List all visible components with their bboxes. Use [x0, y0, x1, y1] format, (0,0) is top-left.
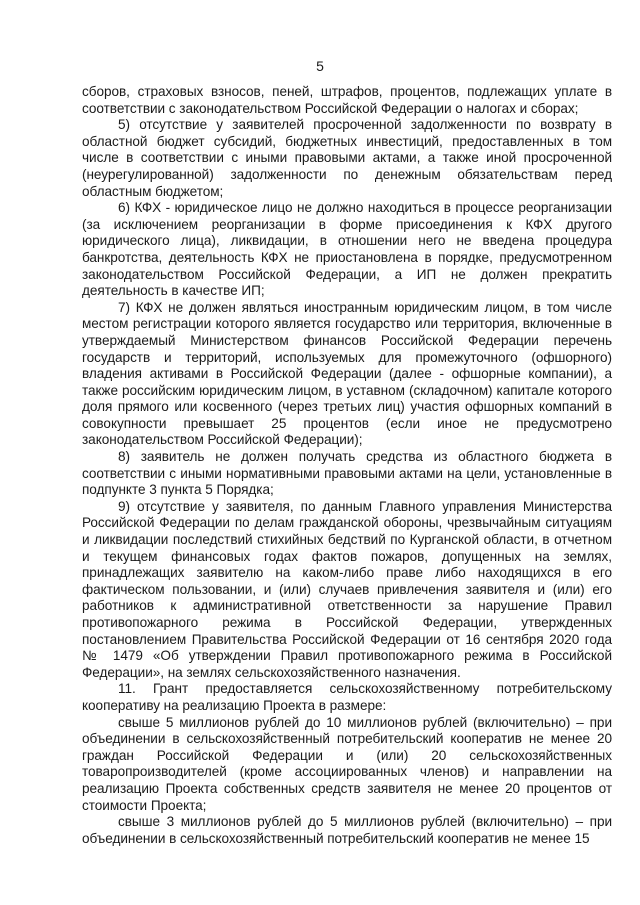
- paragraph-section-11: 11. Грант предоставляется сельскохозяйственному потребительскому кооперативу на реализацию Проекта в размере:: [82, 681, 612, 713]
- paragraph-continuation: сборов, страховых взносов, пеней, штрафов, процентов, подлежащих уплате в соответствии с законодательством Российской Федерации о налогах и сборах;: [82, 84, 612, 116]
- body-text: [82, 84, 612, 847]
- paragraph-item-7: 7) КФХ не должен являться иностранным юридическим лицом, в том числе местом регистрации которого является государство или территория, включенные в утверждаемый Министерством финансов Российской Федерации перечень государств и территорий, используемых для промежуточного (офшорного) владения активами в Российской Федерации (далее - офшорные компании), а также российским юридическим лицом, в уставном (складочном) капитале которого доля прямого или косвенного (через третьих лиц) участия офшорных компаний в совокупности превышает 25 процентов (если иное не предусмотрено законодательством Российской Федерации);: [82, 299, 612, 448]
- page-number: 5: [316, 58, 324, 74]
- paragraph-grant-tier-1: свыше 5 миллионов рублей до 10 миллионов рублей (включительно) – при объединении в сельскохозяйственный потребительский кооператив не менее 20 граждан Российской Федерации и (или) 20 сельскохозяйственных товаропроизводителей (кроме ассоциированных членов) и направлении на реализацию Проекта собственных средств заявителя не менее 20 процентов от стоимости Проекта;: [82, 714, 612, 813]
- paragraph-item-9: 9) отсутствие у заявителя, по данным Главного управления Министерства Российской Федерации по делам гражданской обороны, чрезвычайным ситуациям и ликвидации последствий стихийных бедствий по Курганской области, в отчетном и текущем финансовых годах фактов пожаров, допущенных на землях, принадлежащих заявителю на каком-либо праве либо находящихся в его фактическом пользовании, и (или) случаев привлечения заявителя и (или) его работников к административной ответственности за нарушение Правил противопожарного режима в Российской Федерации, утвержденных постановлением Правительства Российской Федерации от 16 сентября 2020 года № 1479 «Об утверждении Правил противопожарного режима в Российской Федерации», на землях сельскохозяйственного назначения.: [82, 498, 612, 680]
- paragraph-grant-tier-2: свыше 3 миллионов рублей до 5 миллионов рублей (включительно) – при объединении в сельскохозяйственный потребительский кооператив не менее 15: [82, 814, 612, 846]
- paragraph-item-6: 6) КФХ - юридическое лицо не должно находиться в процессе реорганизации (за исключением реорганизации в форме присоединения к КФХ другого юридического лица), ликвидации, в отношении него не введена процедура банкротства, деятельность КФХ не приостановлена в порядке, предусмотренном законодательством Российской Федерации, а ИП не должен прекратить деятельность в качестве ИП;: [82, 200, 612, 299]
- paragraph-item-8: 8) заявитель не должен получать средства из областного бюджета в соответствии с иными нормативными правовыми актами на цели, установленные в подпункте 3 пункта 5 Порядка;: [82, 449, 612, 498]
- paragraph-item-5: 5) отсутствие у заявителей просроченной задолженности по возврату в областной бюджет субсидий, бюджетных инвестиций, предоставленных в том числе в соответствии с иными правовыми актами, а также иной просроченной (неурегулированной) задолженности по денежным обязательствам перед областным бюджетом;: [82, 117, 612, 199]
